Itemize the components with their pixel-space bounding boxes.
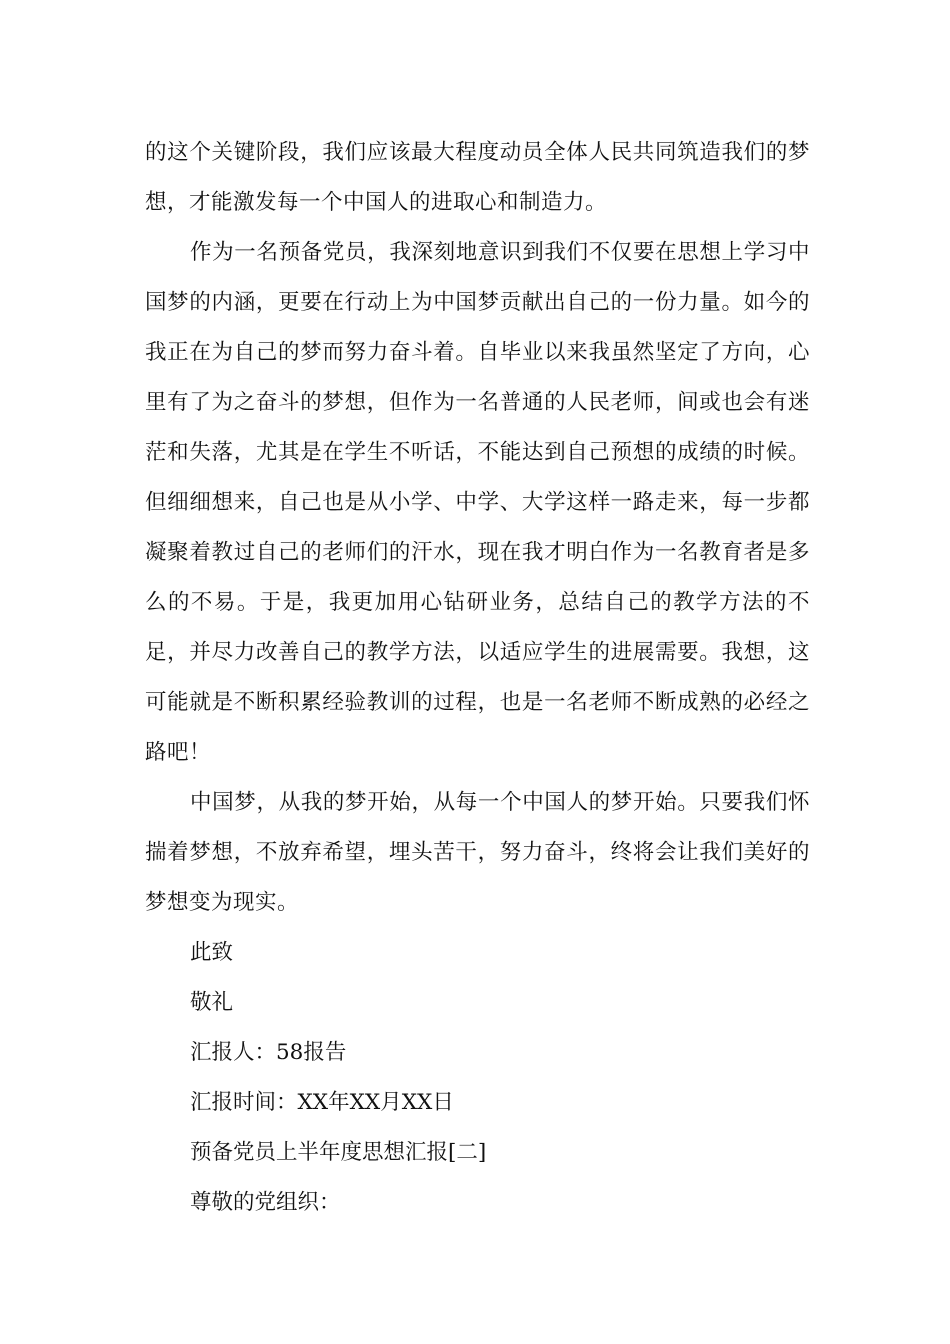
document-page: [145, 128, 810, 1228]
paragraph-conclusion: 中国梦，从我的梦开始，从每一个中国人的梦开始。只要我们怀揣着梦想，不放弃希望，埋头苦干，努力奋斗，终将会让我们美好的梦想变为现实。: [145, 790, 810, 915]
closing-regards: 敬礼: [190, 990, 234, 1015]
closing-salutation: 此致: [190, 940, 234, 965]
next-section-greeting: 尊敬的党组织：: [190, 1190, 341, 1215]
reporter-line: 汇报人：58报告: [190, 1040, 347, 1065]
report-time-line: 汇报时间：XX年XX月XX日: [190, 1090, 454, 1115]
paragraph-continuation: 的这个关键阶段，我们应该最大程度动员全体人民共同筑造我们的梦想，才能激发每一个中国人的进取心和制造力。: [145, 140, 810, 215]
paragraph-body: 作为一名预备党员，我深刻地意识到我们不仅要在思想上学习中国梦的内涵，更要在行动上为中国梦贡献出自己的一份力量。如今的我正在为自己的梦而努力奋斗着。自毕业以来我虽然坚定了方向，心里有了为之奋斗的梦想，但作为一名普通的人民老师，间或也会有迷茫和失落，尤其是在学生不听话，不能达到自己预想的成绩的时候。但细细想来，自己也是从小学、中学、大学这样一路走来，每一步都凝聚着教过自己的老师们的汗水，现在我才明白作为一名教育者是多么的不易。于是，我更加用心钻研业务，总结自己的教学方法的不足，并尽力改善自己的教学方法，以适应学生的进展需要。我想，这可能就是不断积累经验教训的过程，也是一名老师不断成熟的必经之路吧！: [145, 240, 810, 765]
next-section-title: 预备党员上半年度思想汇报[二]: [190, 1140, 487, 1165]
